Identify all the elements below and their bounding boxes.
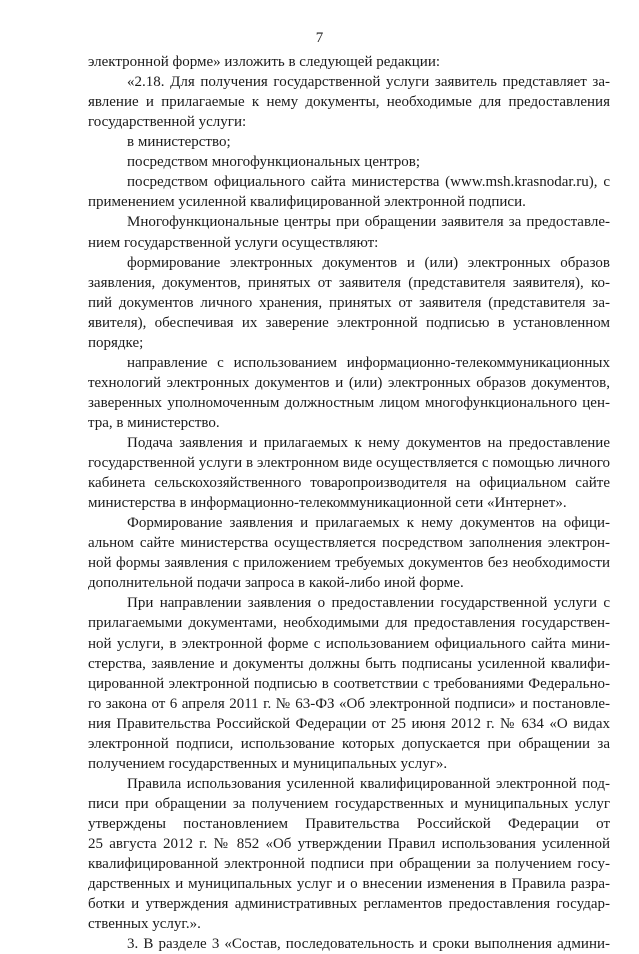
text-line: государственной услуги в электронном виде осуществляется с помощью личного (88, 455, 610, 471)
text-line: формирование электронных документов и (или) электронных образов (127, 254, 610, 271)
text-line: получением государственных и муниципальных услуг». (88, 755, 448, 772)
text-line: писи при обращении за получением государственных и муниципальных услуг (88, 795, 610, 812)
text-line: «2.18. Для получения государственной услуги заявитель представляет за- (127, 74, 610, 90)
text-line: утверждены постановлением Правительства Российской Федерации от (88, 815, 610, 832)
text-line: ной формы заявления с приложением требуемых документов без необходимости (88, 555, 610, 572)
text-line: ной услуги, в электронной форме с использованием официального сайта мини- (88, 635, 610, 652)
text-line: квалифицированной электронной подписи при обращении за получением госу- (88, 856, 610, 872)
text-line: дополнительной подачи запроса в какой-либо иной форме. (88, 575, 464, 592)
text-line: пий документов личного хранения, принятых от заявителя (представителя за- (88, 294, 610, 311)
text-line: порядке; (88, 334, 144, 351)
text-line: Формирование заявления и прилагаемых к нему документов на офици- (127, 515, 610, 532)
text-line: явление и прилагаемые к нему документы, необходимые для предоставления (88, 94, 610, 111)
page-number: 7 (315, 30, 324, 46)
text-line: тра, в министерство. (88, 414, 220, 431)
text-line: 3. В разделе 3 «Состав, последовательность и сроки выполнения админи- (127, 936, 610, 953)
text-line: заявления, документов, принятых от заявителя (представителя заявителя), ко- (88, 274, 610, 291)
text-line: направление с использованием информационно-телекоммуникационных (127, 354, 610, 371)
text-line: министерства в информационно-телекоммуникационной сети «Интернет». (88, 495, 567, 512)
text-line: явителя), обеспечивая их заверение электронной подписью в установленном (88, 314, 610, 331)
text-line: применением усиленной квалифицированной электронной подписи. (88, 194, 526, 211)
text-line: 25 августа 2012 г. № 852 «Об утверждении Правил использования усиленной (88, 836, 610, 852)
text-line: Подача заявления и прилагаемых к нему документов на предоставление (127, 434, 610, 451)
text-line: стерства, заявление и документы должны быть подписаны усиленной квалифи- (88, 655, 610, 672)
text-line: посредством официального сайта министерства (www.msh.krasnodar.ru), с (127, 174, 610, 191)
text-line: При направлении заявления о предоставлении государственной услуги с (127, 595, 610, 612)
text-line: посредством многофункциональных центров; (127, 154, 421, 171)
text-line: го закона от 6 апреля 2011 г. № 63-ФЗ «Об электронной подписи» и постановле- (88, 695, 610, 712)
text-line: электронной подписи, использование которых допускается при обращении за (88, 735, 610, 752)
text-line: цированной электронной подписью в соответствии с требованиями Федерально- (88, 675, 610, 692)
text-line: технологий электронных документов и (или) электронных образов документов, (88, 374, 610, 391)
text-line: дарственных и муниципальных услуг и о внесении изменения в Правила разра- (88, 876, 610, 893)
text-line: альном сайте министерства осуществляется посредством заполнения электрон- (88, 535, 610, 552)
text-line: электронной форме» изложить в следующей редакции: (88, 54, 441, 70)
text-line: прилагаемыми документами, необходимыми для предоставления государствен- (88, 615, 610, 632)
text-line: в министерство; (127, 134, 231, 151)
text-line: Многофункциональные центры при обращении заявителя за предоставле- (127, 214, 610, 231)
text-line: ния Правительства Российской Федерации от 25 июня 2012 г. № 634 «О видах (88, 715, 610, 732)
text-line: государственной услуги: (88, 114, 247, 131)
text-line: Правила использования усиленной квалифицированной электронной под- (127, 775, 610, 792)
text-line: кабинета сельскохозяйственного товаропроизводителя на официальном сайте (88, 475, 610, 492)
text-line: ственных услуг.». (88, 916, 201, 933)
text-line: заверенных уполномоченным должностным лицом многофункционального цен- (88, 394, 610, 411)
text-line: нием государственной услуги осуществляют: (88, 234, 379, 251)
text-line: ботки и утверждения административных регламентов предоставления государ- (88, 896, 610, 913)
